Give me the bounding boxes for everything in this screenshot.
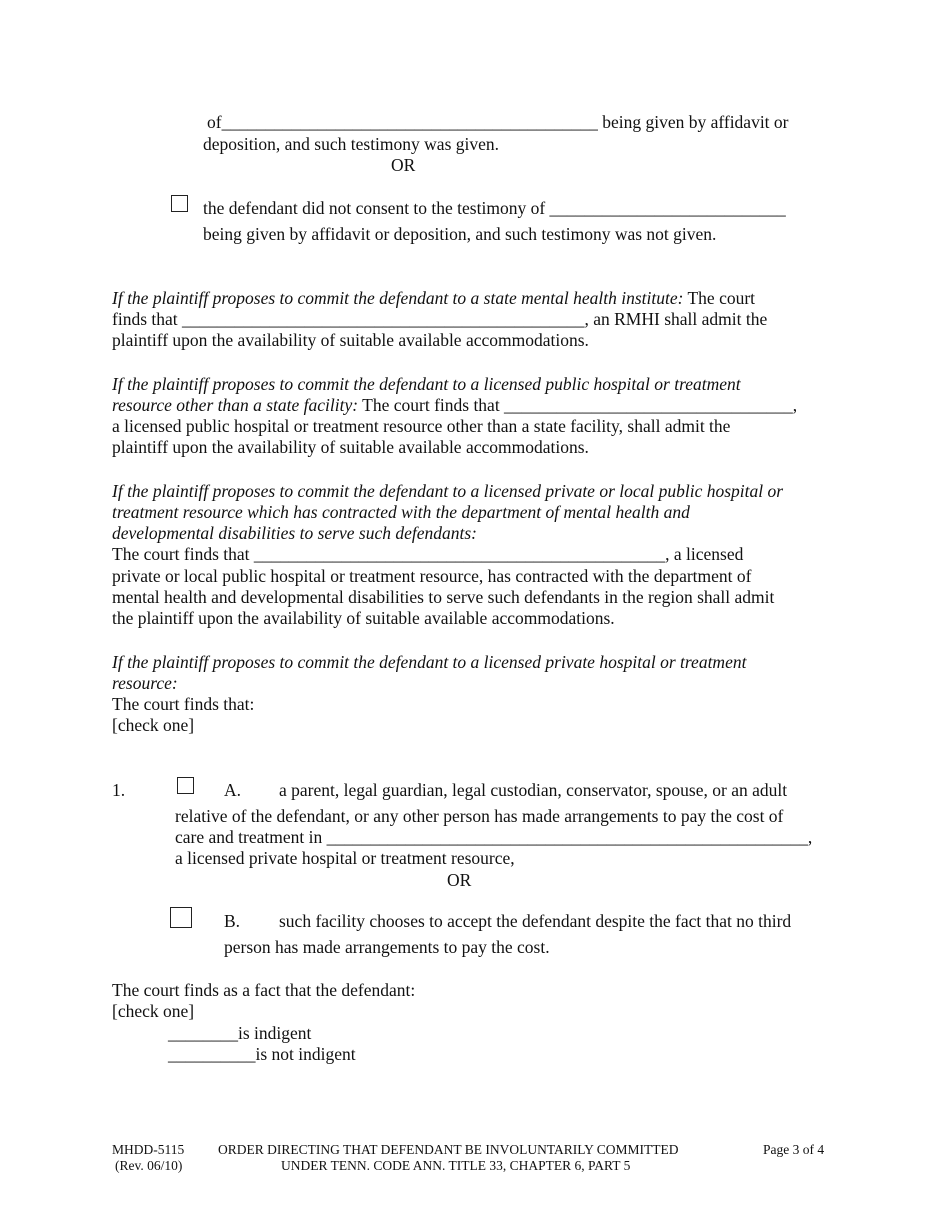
contracted-heading-2: treatment resource which has contracted with the department of mental health and <box>112 502 690 522</box>
public-line-2 <box>112 395 797 417</box>
contracted-heading-3: developmental disabilities to serve such defendants: <box>112 523 477 543</box>
public-heading-2: resource other than a state facility: <box>112 395 359 415</box>
of-text: of <box>207 112 222 132</box>
option-b-checkbox[interactable] <box>170 907 192 928</box>
indigent-option[interactable]: ________is indigent <box>168 1023 312 1043</box>
not-indigent-option[interactable]: __________is not indigent <box>168 1044 356 1064</box>
or-label-2: OR <box>447 870 472 890</box>
public-heading-1: If the plaintiff proposes to commit the defendant to a licensed public hospital or treatment <box>112 374 741 394</box>
public-line-4: plaintiff upon the availability of suitable available accommodations. <box>112 437 589 457</box>
affidavit-line <box>207 112 789 134</box>
indigency-finds: The court finds as a fact that the defendant: <box>112 980 416 1000</box>
option-b-text-1: such facility chooses to accept the defendant despite the fact that no third <box>279 911 792 931</box>
rmhi-line-2: finds that ______________________________________________, an RMHI shall admit the <box>112 309 768 329</box>
indigency-check-one: [check one] <box>112 1001 195 1021</box>
option-a-text-3: care and treatment in _______________________________________________________, <box>175 827 813 847</box>
private-heading-1: If the plaintiff proposes to commit the defendant to a licensed private hospital or treatment <box>112 652 747 672</box>
private-heading-2: resource: <box>112 673 178 693</box>
option-a-text-1: a parent, legal guardian, legal custodian, conservator, spouse, or an adult <box>279 780 788 800</box>
no-consent-text-2: being given by affidavit or deposition, and such testimony was not given. <box>203 224 717 244</box>
form-title-1: ORDER DIRECTING THAT DEFENDANT BE INVOLUNTARILY COMMITTED <box>218 1142 679 1157</box>
private-check-one: [check one] <box>112 715 195 735</box>
option-a-checkbox[interactable] <box>177 777 194 794</box>
option-a-text-2: relative of the defendant, or any other person has made arrangements to pay the cost of <box>175 806 784 826</box>
option-a-label: A. <box>224 780 242 800</box>
page-number: Page 3 of 4 <box>763 1142 825 1157</box>
form-revision: (Rev. 06/10) <box>115 1158 183 1173</box>
rmhi-after: The court <box>683 288 756 308</box>
affidavit-text: being given by affidavit or <box>597 112 789 132</box>
or-label: OR <box>391 155 416 175</box>
contracted-heading-1: If the plaintiff proposes to commit the defendant to a licensed private or local public hospital or <box>112 481 784 501</box>
no-consent-text: the defendant did not consent to the testimony of ___________________________ <box>203 198 786 218</box>
option-b-label: B. <box>224 911 241 931</box>
item-number: 1. <box>112 780 126 800</box>
public-finding: The court finds that _________________________________, <box>358 395 798 415</box>
contracted-line-5: private or local public hospital or treatment resource, has contracted with the department of <box>112 566 752 586</box>
rmhi-heading <box>112 288 755 310</box>
private-finds: The court finds that: <box>112 694 255 714</box>
option-a-text-4: a licensed private hospital or treatment resource, <box>175 848 515 868</box>
contracted-line-6: mental health and developmental disabilities to serve such defendants in the region shall admit <box>112 587 775 607</box>
option-b-text-2: person has made arrangements to pay the cost. <box>224 937 550 957</box>
witness-blank[interactable]: ___________________________________________ <box>221 112 598 132</box>
no-consent-checkbox[interactable] <box>171 195 188 212</box>
deposition-text: deposition, and such testimony was given. <box>203 134 500 154</box>
public-line-3: a licensed public hospital or treatment resource other than a state facility, shall admit the <box>112 416 731 436</box>
contracted-line-7: the plaintiff upon the availability of suitable available accommodations. <box>112 608 615 628</box>
form-number: MHDD-5115 <box>112 1142 185 1157</box>
rmhi-italic: If the plaintiff proposes to commit the defendant to a state mental health institute: <box>112 288 684 308</box>
rmhi-line-3: plaintiff upon the availability of suitable available accommodations. <box>112 330 589 350</box>
form-title-2: UNDER TENN. CODE ANN. TITLE 33, CHAPTER 6, PART 5 <box>281 1158 631 1173</box>
contracted-line-4: The court finds that _______________________________________________, a licensed <box>112 544 744 564</box>
